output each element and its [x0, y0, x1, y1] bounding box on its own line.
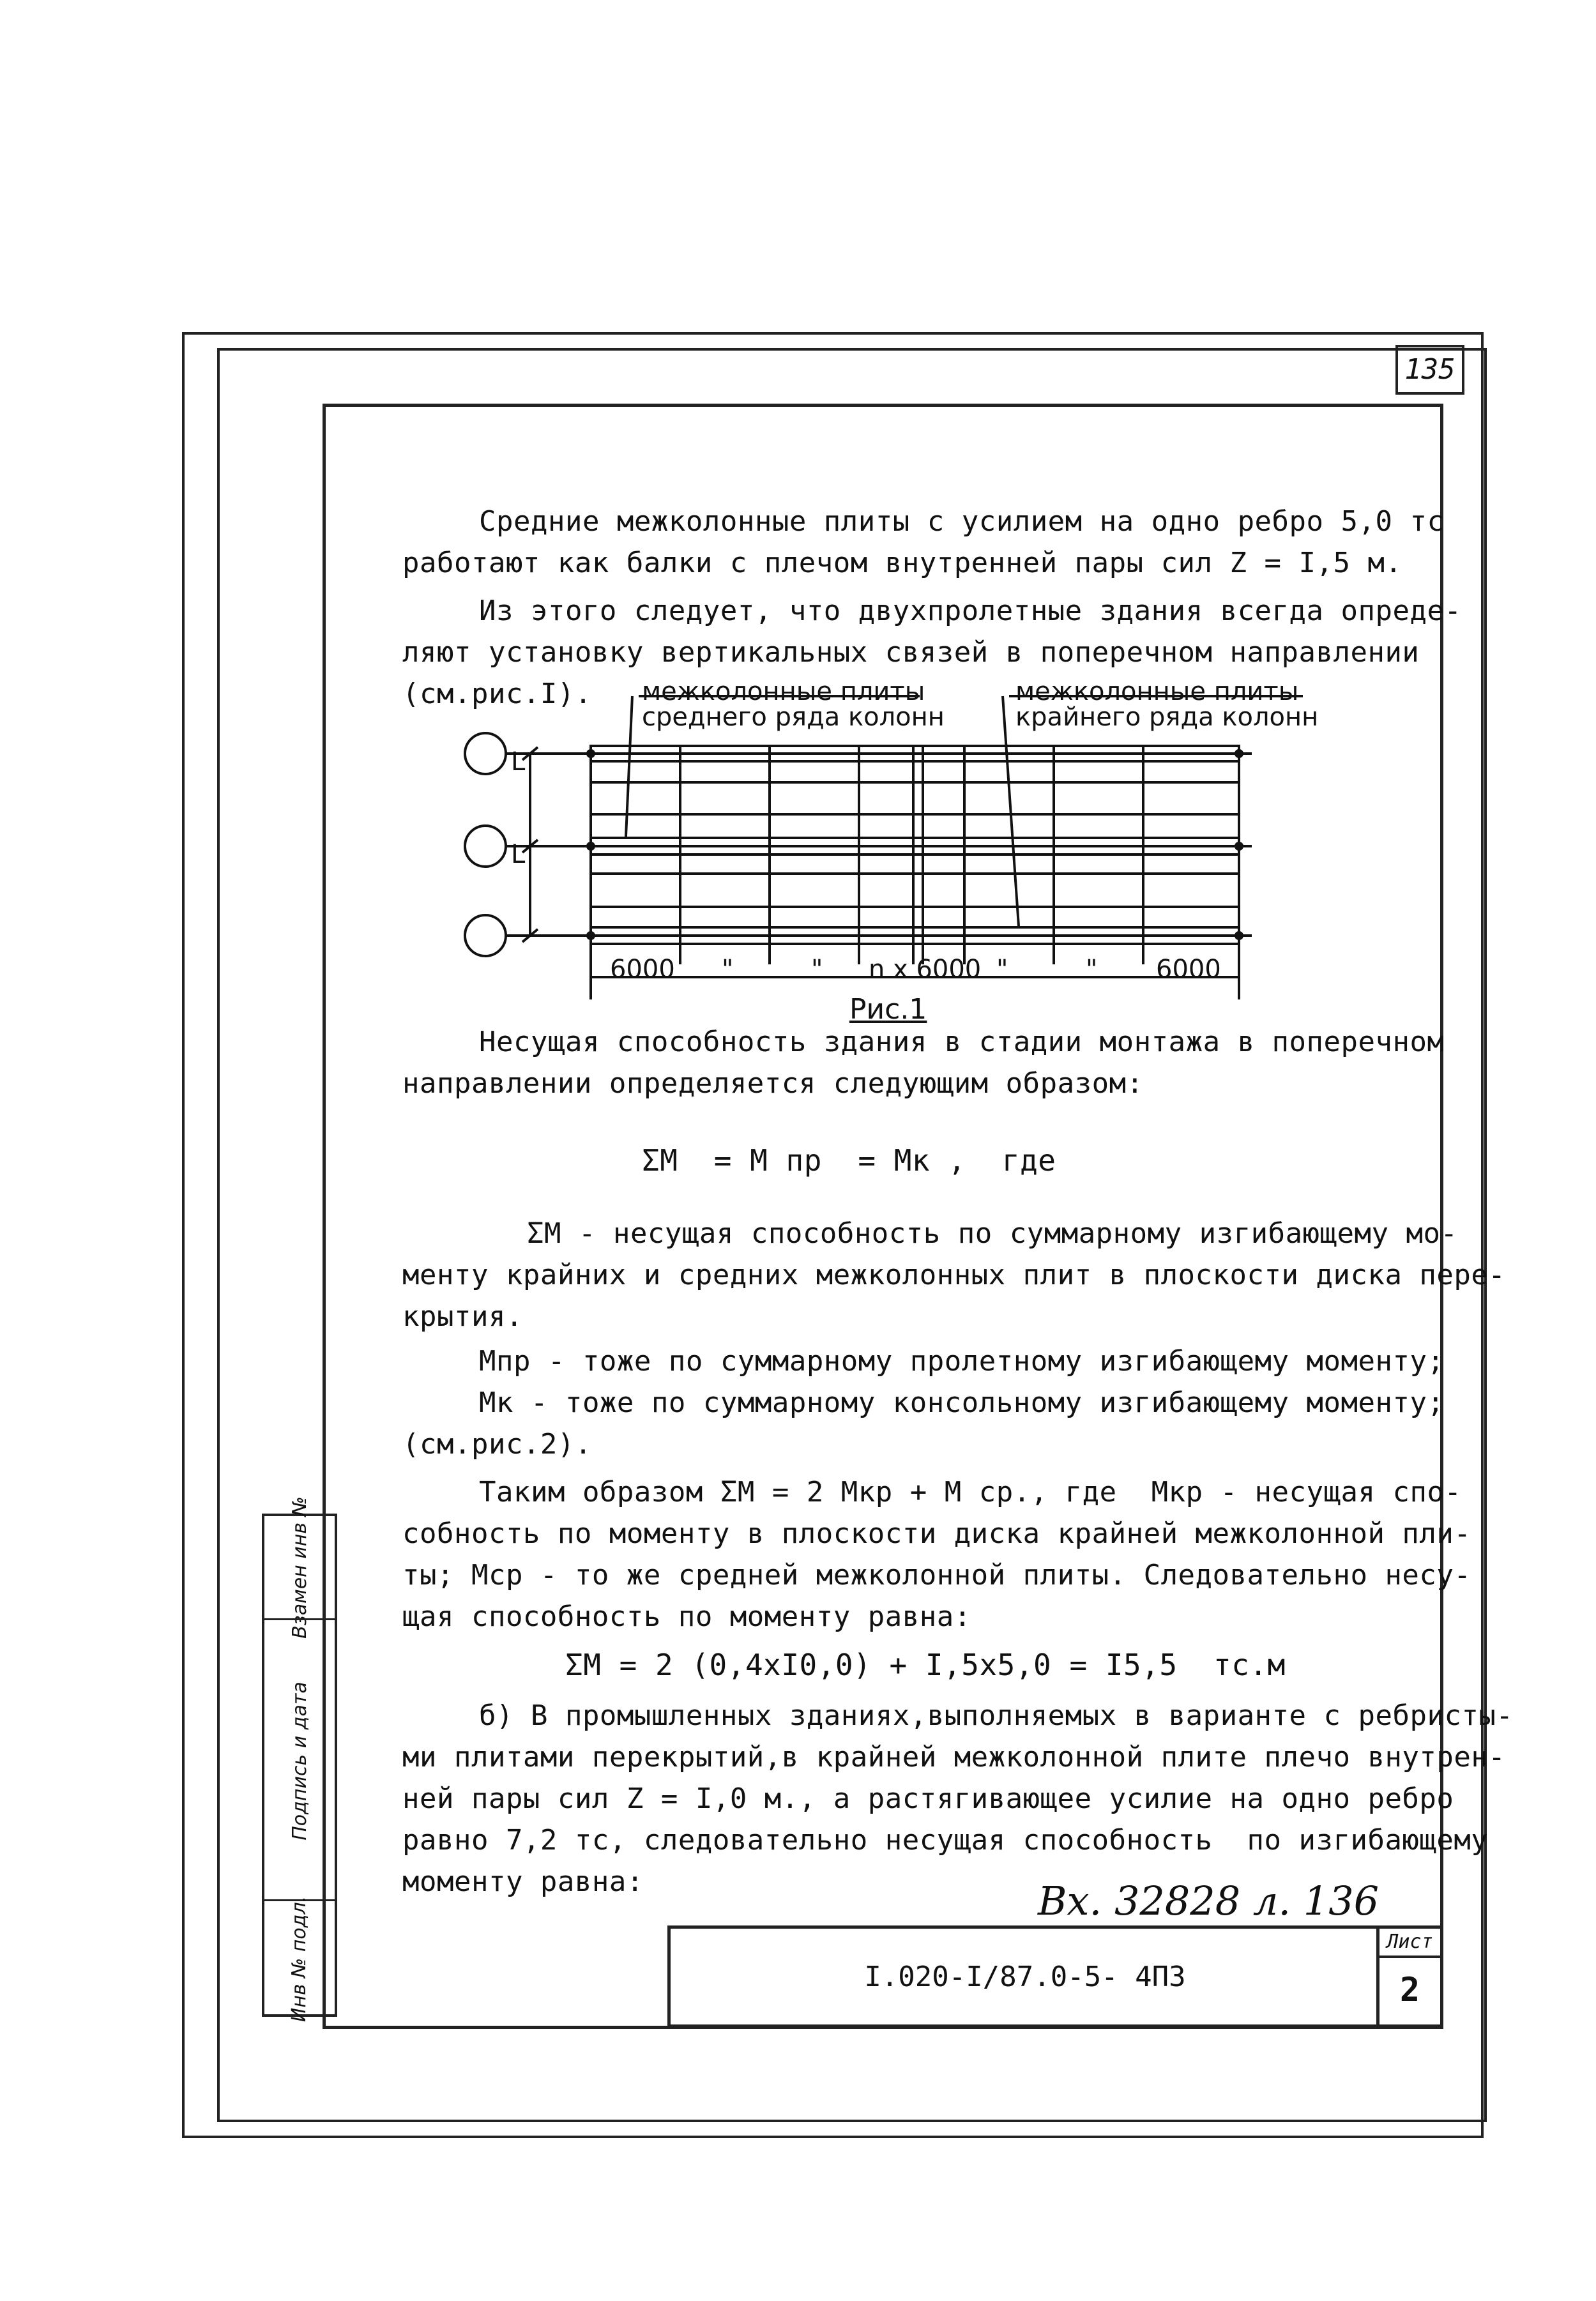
sheet-cell — [1376, 1929, 1440, 2024]
paragraph-6-line-3: ты; Мср - то же средней межколонной плиты. Следовательно несу- — [402, 1559, 1471, 1591]
figure-caption: Рис.1 — [849, 993, 927, 1026]
sheet-number: 2 — [1399, 1971, 1420, 2009]
figure-label-left-line-1: межколонные плиты — [642, 677, 925, 706]
figure-dim-4: n x 6000 — [869, 955, 982, 984]
figure-dim-6: " — [1086, 955, 1098, 984]
paragraph-7-line-4: равно 7,2 тс, следовательно несущая способность по изгибающему — [402, 1824, 1489, 1857]
formula-1: ΣМ = М пр = Мк , где — [642, 1143, 1056, 1178]
figure-label-left-line-2: среднего ряда колонн — [642, 702, 945, 732]
figure-span-label-top: L — [511, 747, 526, 777]
axis-circle-top — [465, 733, 506, 774]
paragraph-7-line-1: б) В промышленных зданиях,выполняемых в варианте с ребристы- — [479, 1699, 1514, 1732]
paragraph-4-line-2: менту крайних и средних межколонных плит в плоскости диска пере- — [402, 1259, 1506, 1291]
stamp-cell-inventory: Инв № подл. — [264, 1899, 335, 2016]
paragraph-7-line-2: ми плитами перекрытий,в крайней межколонной плите плечо внутрен- — [402, 1741, 1506, 1773]
paragraph-4-line-1: ΣМ - несущая способность по суммарному изгибающему мо- — [527, 1217, 1458, 1250]
axis-circle-middle — [465, 826, 506, 867]
paragraph-3-line-2: направлении определяется следующим образом: — [402, 1067, 1144, 1100]
formula-2: ΣМ = 2 (0,4xI0,0) + I,5x5,0 = I5,5 тс.м — [565, 1648, 1286, 1682]
paragraph-5-line-2: Мк - тоже по суммарному консольному изгибающему моменту; — [479, 1386, 1445, 1419]
figure-label-right-line-2: крайнего ряда колонн — [1015, 702, 1319, 732]
title-block — [667, 1925, 1443, 2028]
paragraph-5-line-1: Мпр - тоже по суммарному пролетному изгибающему моменту; — [479, 1345, 1445, 1378]
document-code: I.020-I/87.0-5- 4ПЗ — [864, 1960, 1186, 1993]
paragraph-6-line-2: собность по моменту в плоскости диска крайней межколонной пли- — [402, 1517, 1471, 1550]
paragraph-2-line-3: (см.рис.I). — [402, 678, 592, 710]
figure-dim-7: 6000 — [1156, 955, 1221, 984]
figure-dim-5: " — [996, 955, 1008, 984]
figure-label-right-line-1: межколонные плиты — [1015, 677, 1299, 706]
axis-circle-bottom — [465, 915, 506, 956]
figure-dim-3: " — [811, 955, 823, 984]
sheet-corner-number: 135 — [1395, 345, 1464, 395]
paragraph-7-line-3: ней пары сил Z = I,0 м., а растягивающее усилие на одно ребро — [402, 1782, 1454, 1815]
figure-span-label-bottom: L — [511, 840, 526, 869]
paragraph-1-line-2: работают как балки с плечом внутренней пары сил Z = I,5 м. — [402, 547, 1402, 579]
figure-dim-2: " — [722, 955, 734, 984]
paragraph-3-line-1: Несущая способность здания в стадии монтажа в поперечном — [479, 1026, 1445, 1058]
paragraph-5-line-3: (см.рис.2). — [402, 1428, 592, 1461]
paragraph-6-line-1: Таким образом ΣМ = 2 Мкр + М ср., где Мкр - несущая спо- — [479, 1476, 1462, 1508]
paragraph-2-line-1: Из этого следует, что двухпролетные здания всегда опреде- — [479, 595, 1462, 627]
stamp-cell-signature: Подпись и дата — [264, 1618, 335, 1901]
handwritten-note: Вх. 32828 л. 136 — [1038, 1878, 1379, 1924]
paragraph-2-line-2: ляют установку вертикальных связей в поперечном направлении — [402, 636, 1420, 669]
sheet-label: Лист — [1379, 1929, 1440, 1958]
paragraph-1-line-1: Средние межколонные плиты с усилием на одно ребро 5,0 тс — [479, 505, 1445, 538]
paragraph-7-line-5: моменту равна: — [402, 1865, 644, 1898]
paragraph-4-line-3: крытия. — [402, 1300, 523, 1333]
side-stamp — [262, 1496, 337, 2022]
stamp-cell-replaced: Взамен инв № — [288, 1496, 311, 1639]
figure-dim-1: 6000 — [610, 955, 675, 984]
paragraph-6-line-4: щая способность по моменту равна: — [402, 1600, 971, 1633]
